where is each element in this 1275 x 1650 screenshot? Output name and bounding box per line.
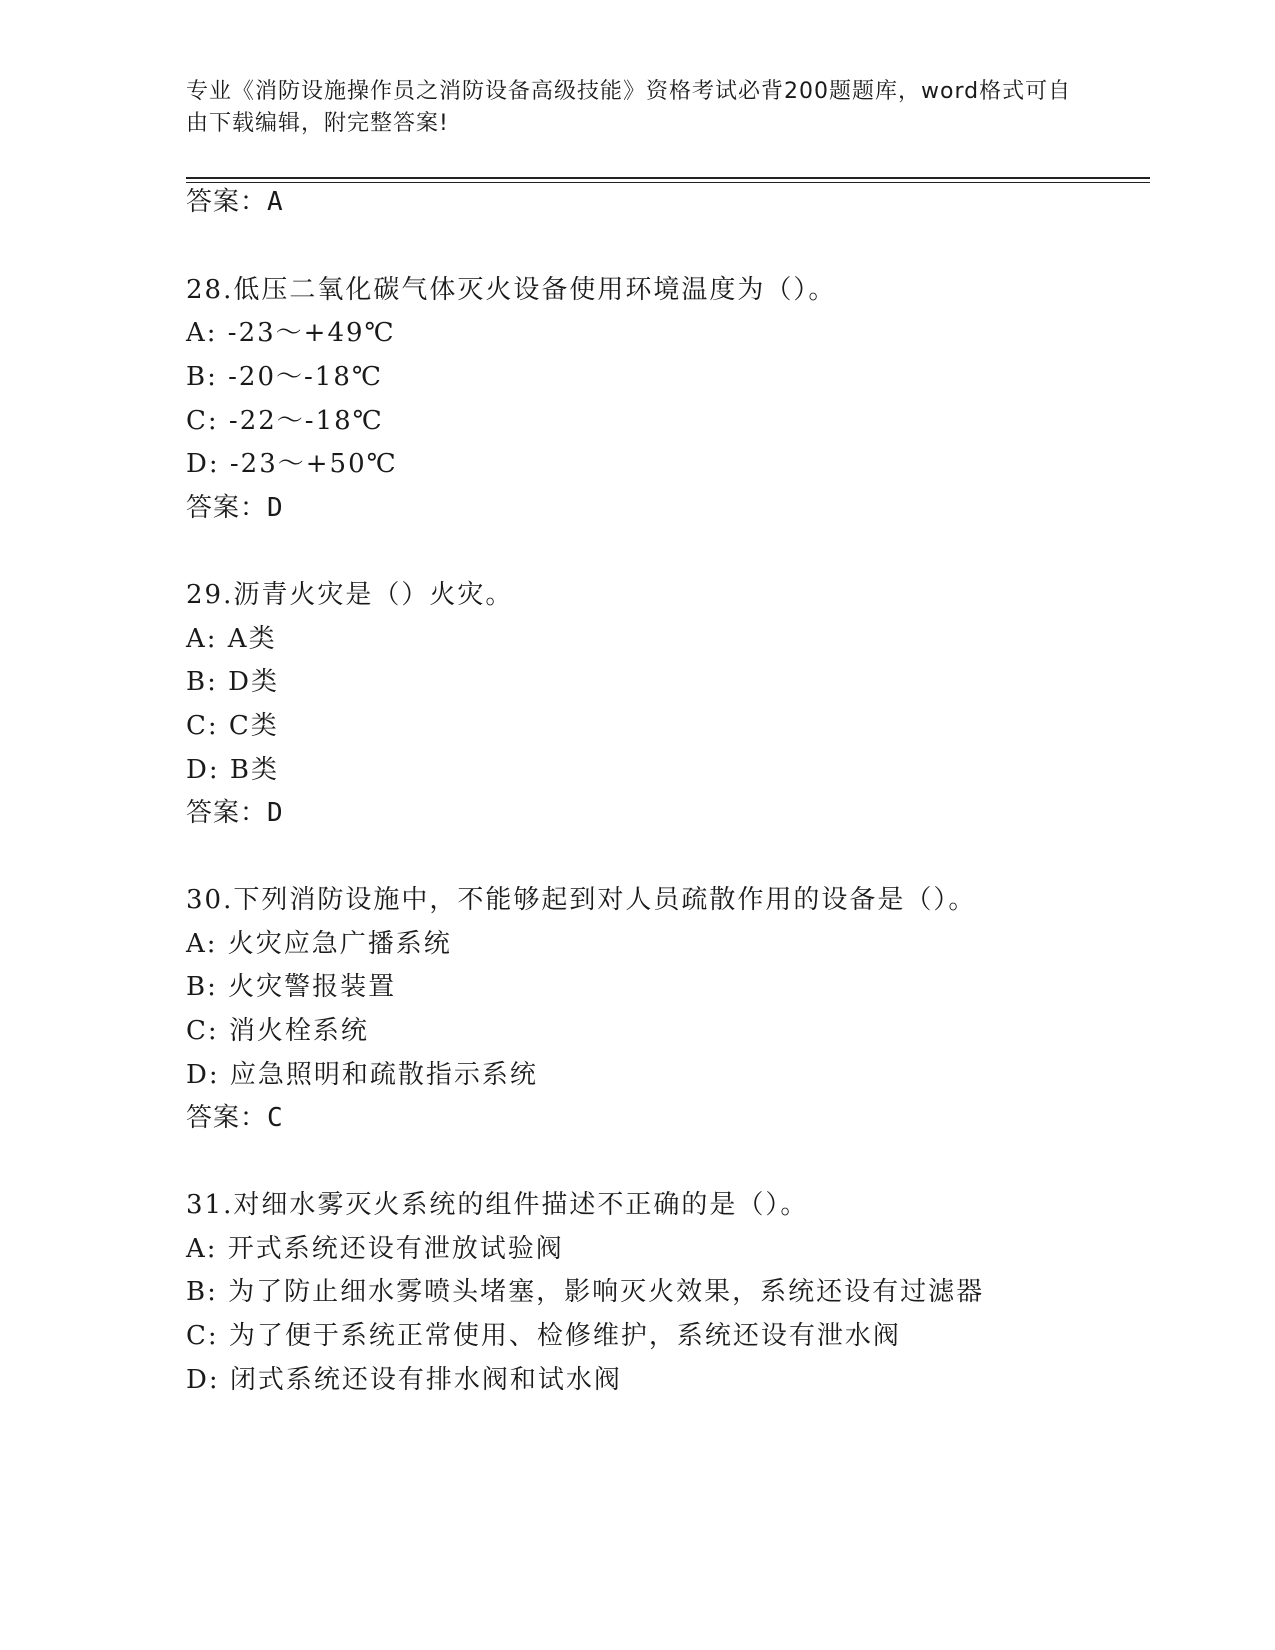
question-answer [186,492,284,524]
option: B: 火灾警报装置 [186,972,397,1002]
option: A: -23～+49℃ [186,318,396,348]
answer-value: D [267,493,284,523]
option: C: 消火栓系统 [186,1016,369,1046]
answer-value: D [267,798,284,828]
answer-label: 答案： [186,493,268,523]
question-stem: 28.低压二氧化碳气体灭火设备使用环境温度为（）。 [186,275,837,305]
option: D: 应急照明和疏散指示系统 [186,1060,538,1090]
answer-label: 答案： [186,1103,268,1133]
option: D: B类 [186,755,279,785]
option: D: -23～+50℃ [186,449,398,479]
option: A: 开式系统还设有泄放试验阀 [186,1234,564,1264]
option: C: 为了便于系统正常使用、检修维护，系统还设有泄水阀 [186,1321,901,1351]
answer-value: A [267,187,284,217]
option: A: 火灾应急广播系统 [186,929,452,959]
option: A: A类 [186,624,277,654]
option: C: -22～-18℃ [186,406,384,436]
header-divider-thin [186,182,1150,183]
option: D: 闭式系统还设有排水阀和试水阀 [186,1365,622,1395]
answer-label: 答案： [186,798,268,828]
option: B: -20～-18℃ [186,362,383,392]
question-stem: 29.沥青火灾是（）火灾。 [186,580,514,610]
option: B: 为了防止细水雾喷头堵塞，影响灭火效果，系统还设有过滤器 [186,1277,985,1307]
header-divider [186,177,1150,179]
option: B: D类 [186,667,279,697]
question-answer [186,797,284,829]
previous-answer [186,186,284,218]
question-stem: 30.下列消防设施中，不能够起到对人员疏散作用的设备是（）。 [186,885,977,915]
answer-value: C [267,1103,284,1133]
page-header: 专业《消防设施操作员之消防设备高级技能》资格考试必背200题题库，word格式可自由下载编辑，附完整答案! [186,79,1072,136]
question-stem: 31.对细水雾灭火系统的组件描述不正确的是（）。 [186,1190,809,1220]
option: C: C类 [186,711,279,741]
question-answer [186,1102,284,1134]
answer-label: 答案： [186,187,268,217]
